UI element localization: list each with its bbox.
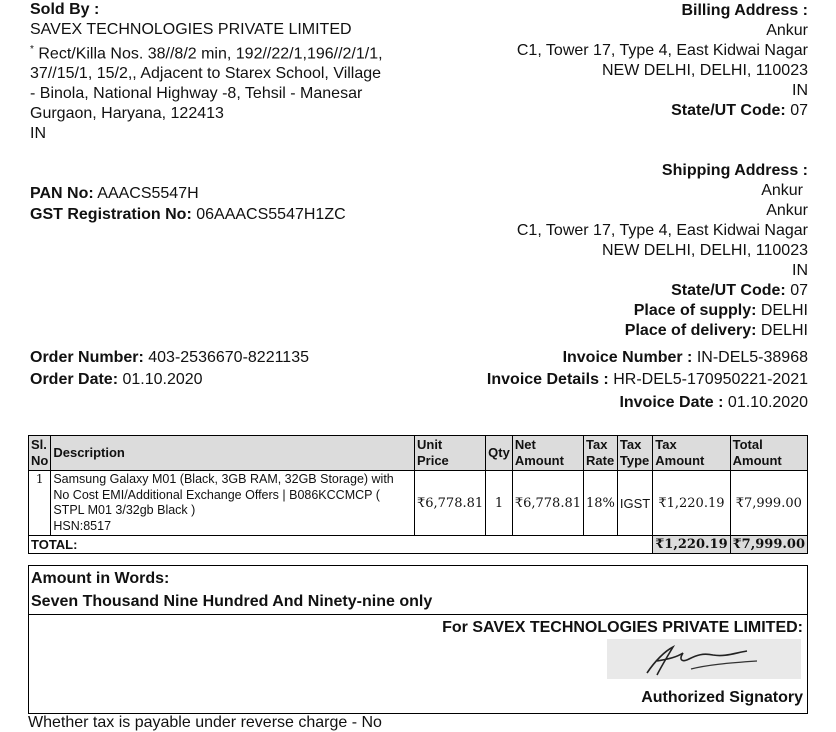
invoice-date-label: Invoice Date : xyxy=(619,394,724,411)
table-header-row xyxy=(29,436,808,471)
billing-address-block xyxy=(517,1,808,121)
gst-row xyxy=(30,205,346,225)
seller-address-line: - Binola, National Highway -8, Tehsil - Manesar xyxy=(30,85,363,103)
gst-label: GST Registration No: xyxy=(30,206,192,223)
total-tax-amount: ₹1,220.19 xyxy=(653,536,730,554)
seller-address-line: IN xyxy=(30,125,46,143)
amount-in-words-box xyxy=(28,565,808,615)
billing-state-value: 07 xyxy=(790,102,808,119)
row-total-amount: ₹7,999.00 xyxy=(730,471,807,536)
seller-name: SAVEX TECHNOLOGIES PRIVATE LIMITED xyxy=(30,21,352,38)
invoice-date-row xyxy=(619,393,808,413)
signature-image xyxy=(607,639,801,679)
header-net-amount: Net Amount xyxy=(512,436,583,471)
place-of-supply-row xyxy=(517,301,808,321)
table-row xyxy=(29,471,808,536)
for-company-text: For SAVEX TECHNOLOGIES PRIVATE LIMITED: xyxy=(442,619,803,636)
billing-line: C1, Tower 17, Type 4, East Kidwai Nagar xyxy=(516,42,808,59)
signature-box xyxy=(28,613,808,714)
desc-line: STPL M01 3/32gb Black ) xyxy=(53,503,196,517)
billing-line: Ankur xyxy=(766,22,808,39)
shipping-line: Ankur xyxy=(766,202,808,219)
order-number-value: 403-2536670-8221135 xyxy=(148,349,309,366)
row-tax-rate: 18% xyxy=(584,471,618,536)
row-net-amount: ₹6,778.81 xyxy=(512,471,583,536)
authorized-signatory-label: Authorized Signatory xyxy=(641,689,803,706)
seller-block xyxy=(30,0,450,144)
row-qty: 1 xyxy=(486,471,513,536)
pan-label: PAN No: xyxy=(30,185,94,202)
order-number-row xyxy=(30,348,309,368)
row-sl: 1 xyxy=(29,471,51,536)
row-tax-type: IGST xyxy=(617,471,652,536)
order-number-label: Order Number: xyxy=(30,349,144,366)
billing-line: IN xyxy=(792,82,808,99)
seller-address-text: Rect/Killa Nos. 38//8/2 min, 192//22/1,196//2/1/1, xyxy=(38,45,383,63)
place-of-delivery-label: Place of delivery: xyxy=(624,322,757,339)
amount-in-words-value: Seven Thousand Nine Hundred And Ninety-nine only xyxy=(31,593,433,610)
address-marker: * xyxy=(30,44,34,55)
place-of-delivery-row xyxy=(517,321,808,341)
billing-line: NEW DELHI, DELHI, 110023 xyxy=(601,62,808,79)
header-description: Description xyxy=(51,436,415,471)
total-row xyxy=(29,536,808,554)
shipping-address-label: Shipping Address : xyxy=(661,162,808,179)
sold-by-label: Sold By : xyxy=(30,1,100,18)
shipping-state-row xyxy=(517,281,808,301)
header-sl: Sl. No xyxy=(29,436,51,471)
billing-address-label: Billing Address : xyxy=(681,2,808,19)
shipping-state-value: 07 xyxy=(790,282,808,299)
invoice-number-label: Invoice Number : xyxy=(562,349,693,366)
reverse-charge-note: Whether tax is payable under reverse charge - No xyxy=(28,714,382,731)
row-tax-amount: ₹1,220.19 xyxy=(653,471,730,536)
order-date-label: Order Date: xyxy=(30,371,119,388)
header-tax-type: Tax Type xyxy=(617,436,652,471)
gst-value: 06AAACS5547H1ZC xyxy=(196,206,346,223)
order-date-value: 01.10.2020 xyxy=(122,371,203,388)
shipping-line: C1, Tower 17, Type 4, East Kidwai Nagar xyxy=(516,222,808,239)
place-of-delivery-value: DELHI xyxy=(760,322,808,339)
header-total-amount: Total Amount xyxy=(730,436,807,471)
header-qty: Qty xyxy=(486,436,513,471)
pan-row xyxy=(30,184,199,204)
billing-state-label: State/UT Code: xyxy=(671,102,786,119)
items-table xyxy=(28,435,808,554)
desc-line: Samsung Galaxy M01 (Black, 3GB RAM, 32GB Storage) with xyxy=(53,472,394,486)
invoice-number-value: IN-DEL5-38968 xyxy=(696,349,808,366)
amount-in-words-label: Amount in Words: xyxy=(31,570,170,587)
place-of-supply-label: Place of supply: xyxy=(633,302,757,319)
invoice-details-row xyxy=(487,370,808,390)
header-tax-amount: Tax Amount xyxy=(653,436,730,471)
seller-address-line xyxy=(30,40,450,64)
shipping-state-label: State/UT Code: xyxy=(671,282,786,299)
row-description xyxy=(51,471,415,536)
hsn-code: HSN:8517 xyxy=(53,518,112,533)
seller-address-line: Gurgaon, Haryana, 122413 xyxy=(30,105,224,123)
order-date-row xyxy=(30,370,203,390)
row-unit-price: ₹6,778.81 xyxy=(414,471,485,536)
signature-scribble xyxy=(607,639,801,679)
shipping-line: Ankur xyxy=(761,182,803,199)
desc-line: No Cost EMI/Additional Exchange Offers | B086KCCMCP ( xyxy=(53,487,380,502)
billing-state-row xyxy=(517,101,808,121)
total-label: TOTAL: xyxy=(29,536,653,554)
header-tax-rate: Tax Rate xyxy=(584,436,618,471)
pan-value: AAACS5547H xyxy=(97,185,199,202)
shipping-line: IN xyxy=(792,262,808,279)
invoice-details-value: HR-DEL5-170950221-2021 xyxy=(613,371,808,388)
shipping-address-block xyxy=(517,161,808,341)
header-unit-price: Unit Price xyxy=(414,436,485,471)
place-of-supply-value: DELHI xyxy=(760,302,808,319)
shipping-line: NEW DELHI, DELHI, 110023 xyxy=(601,242,808,259)
invoice-details-label: Invoice Details : xyxy=(486,371,609,388)
invoice-number-row xyxy=(563,348,808,368)
invoice-date-value: 01.10.2020 xyxy=(727,394,808,411)
seller-address-line: 37//15/1, 15/2,, Adjacent to Starex School, Village xyxy=(30,65,382,83)
total-amount: ₹7,999.00 xyxy=(730,536,807,554)
